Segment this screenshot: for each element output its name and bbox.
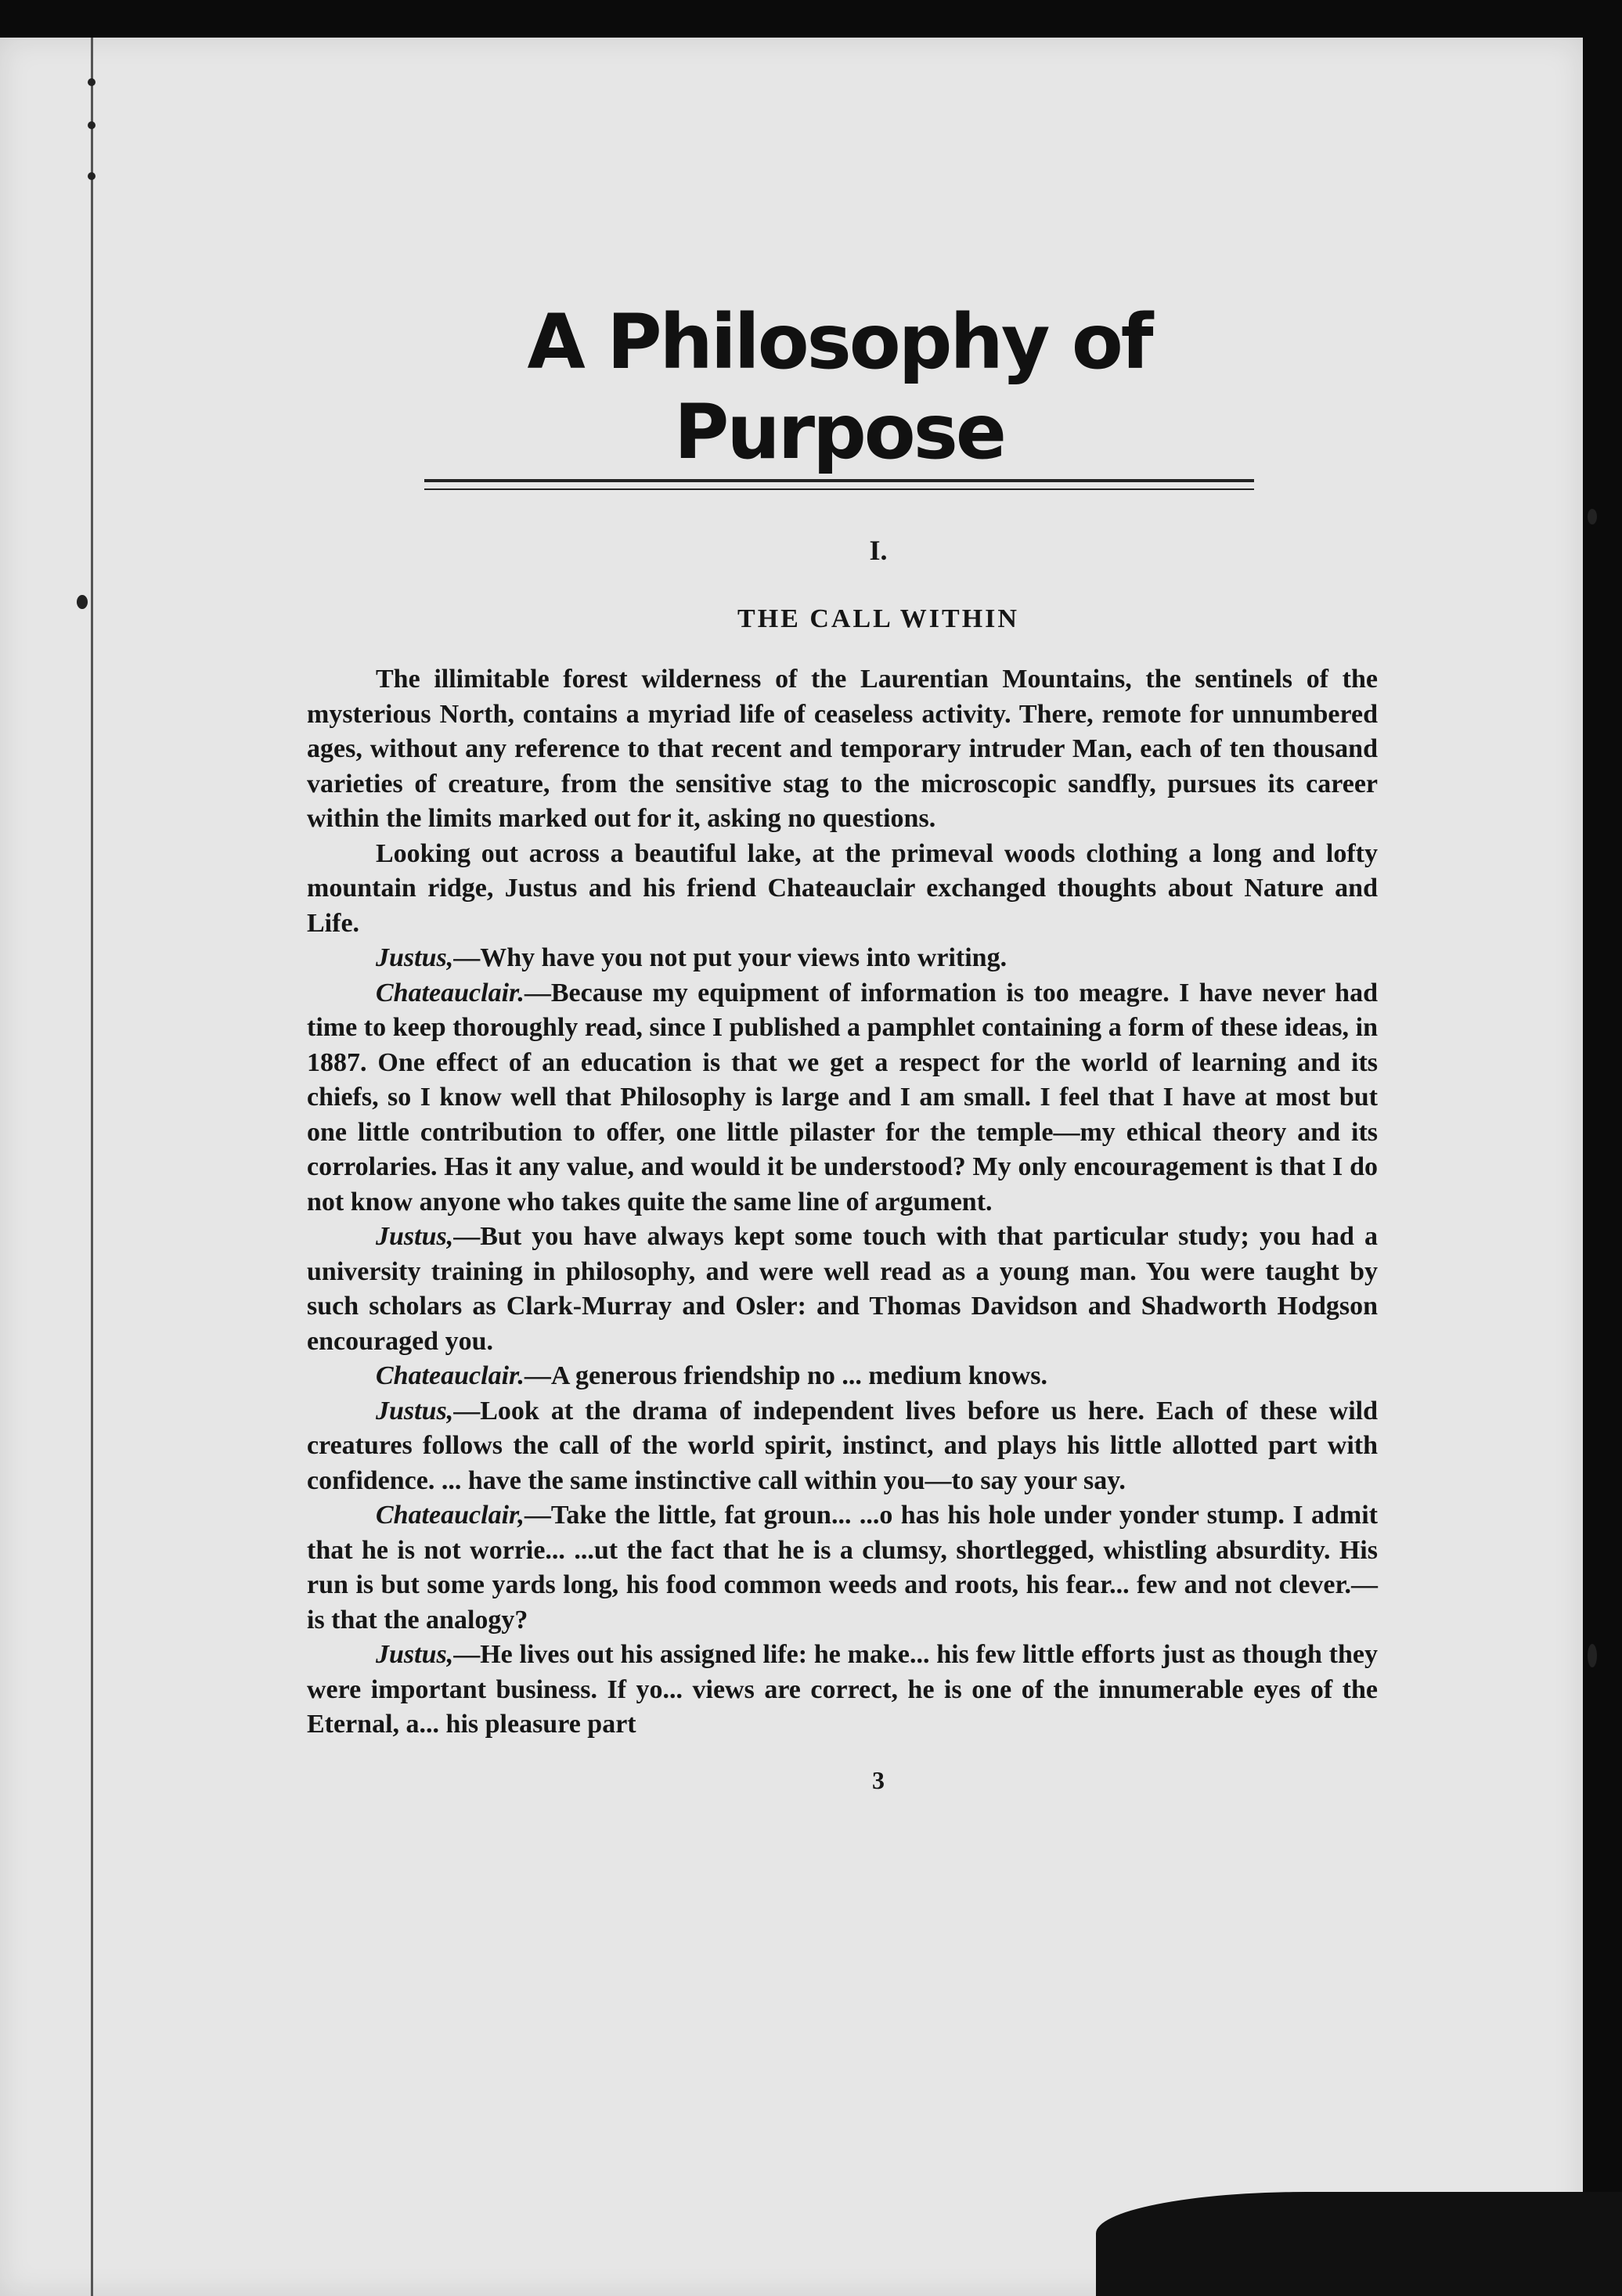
page-title: A Philosophy of Purpose bbox=[527, 298, 1152, 477]
speaker-name: Justus, bbox=[376, 943, 454, 973]
paragraph bbox=[307, 662, 1378, 837]
chapter-number: I. bbox=[869, 535, 888, 567]
paragraph-text: —Because my equipment of information is too meagre. I have never had time to keep thoroughly read, since I published a pamphlet containing a form of these ideas, in 1887. One effect of an education is that we get a respect for the world of learning and its chiefs, so I know well that Philosophy is large and I am small. I feel that I have at most but one little contribution to offer, one little pilaster for the temple—my ethical theory and its corrolaries. Has it any value, and would it be understood? My only encouragement is that I do not know anyone who takes quite the same line of argument. bbox=[307, 978, 1378, 1216]
binding-mark bbox=[88, 121, 96, 129]
speaker-name: Justus, bbox=[376, 1222, 454, 1252]
paragraph bbox=[307, 941, 1378, 976]
chapter-title: THE CALL WITHIN bbox=[737, 604, 1019, 634]
binding-mark bbox=[88, 172, 96, 180]
paragraph bbox=[307, 1638, 1378, 1743]
margin-mark bbox=[1588, 1644, 1597, 1667]
binding-mark bbox=[88, 78, 96, 86]
paragraph bbox=[307, 1359, 1378, 1394]
margin-mark bbox=[77, 595, 88, 609]
paragraph-text: —He lives out his assigned life: he make... his few little efforts just as though they were important business. If yo... views are correct, he is one of the innumerable eyes of the Eternal, a... his pleasure part bbox=[307, 1640, 1378, 1739]
speaker-name: Chateauclair. bbox=[376, 1361, 524, 1391]
title-underline bbox=[424, 479, 1254, 490]
page-number: 3 bbox=[872, 1765, 885, 1794]
paragraph bbox=[307, 1220, 1378, 1359]
paragraph-text: Looking out across a beautiful lake, at the primeval woods clothing a long and lofty mountain ridge, Justus and his friend Chateauclair exchanged thoughts about Nature and Life. bbox=[307, 838, 1378, 938]
scan-shadow bbox=[1096, 2192, 1622, 2296]
title-block bbox=[409, 297, 1270, 490]
margin-mark bbox=[1588, 509, 1597, 524]
page-content bbox=[307, 297, 1378, 1795]
paragraph bbox=[307, 1394, 1378, 1499]
paragraph-text: —Why have you not put your views into writing. bbox=[453, 943, 1007, 973]
paragraph bbox=[307, 837, 1378, 942]
paragraph-text: —A generous friendship no ... medium knows. bbox=[524, 1361, 1048, 1391]
speaker-name: Chateauclair, bbox=[376, 1501, 524, 1530]
paragraph bbox=[307, 976, 1378, 1220]
speaker-name: Chateauclair. bbox=[376, 978, 524, 1007]
speaker-name: Justus, bbox=[376, 1396, 454, 1426]
paragraph bbox=[307, 1498, 1378, 1638]
paragraph-text: —Take the little, fat groun... ...o has his hole under yonder stump. I admit that he is not worrie... ...ut the fact that he is a clumsy, shortlegged, whistling absurdity. His run is but some yards long, his food common weeds and roots, his fear... few and not clever.— is that the analogy? bbox=[307, 1501, 1378, 1635]
speaker-name: Justus, bbox=[376, 1640, 454, 1670]
body-text bbox=[307, 662, 1378, 1743]
paragraph-text: —But you have always kept some touch with that particular study; you had a university training in philosophy, and were well read as a young man. You were taught by such scholars as Clark-Murray and Osler: and Thomas Davidson and Shadworth Hodgson encouraged you. bbox=[307, 1222, 1378, 1356]
binding-edge bbox=[91, 38, 93, 2296]
paragraph-text: —Look at the drama of independent lives before us here. Each of these wild creatures follows the call of the world spirit, instinct, and plays his little allotted part with confidence. ... have the same instinctive call within you—to say your say. bbox=[307, 1396, 1378, 1495]
paragraph-text: The illimitable forest wilderness of the Laurentian Mountains, the sentinels of the mysterious North, contains a myriad life of ceaseless activity. There, remote for unnumbered ages, without any reference to that recent and temporary intruder Man, each of ten thousand varieties of creature, from the sensitive stag to the microscopic sandfly, pursues its career within the limits marked out for it, asking no questions. bbox=[307, 665, 1378, 834]
